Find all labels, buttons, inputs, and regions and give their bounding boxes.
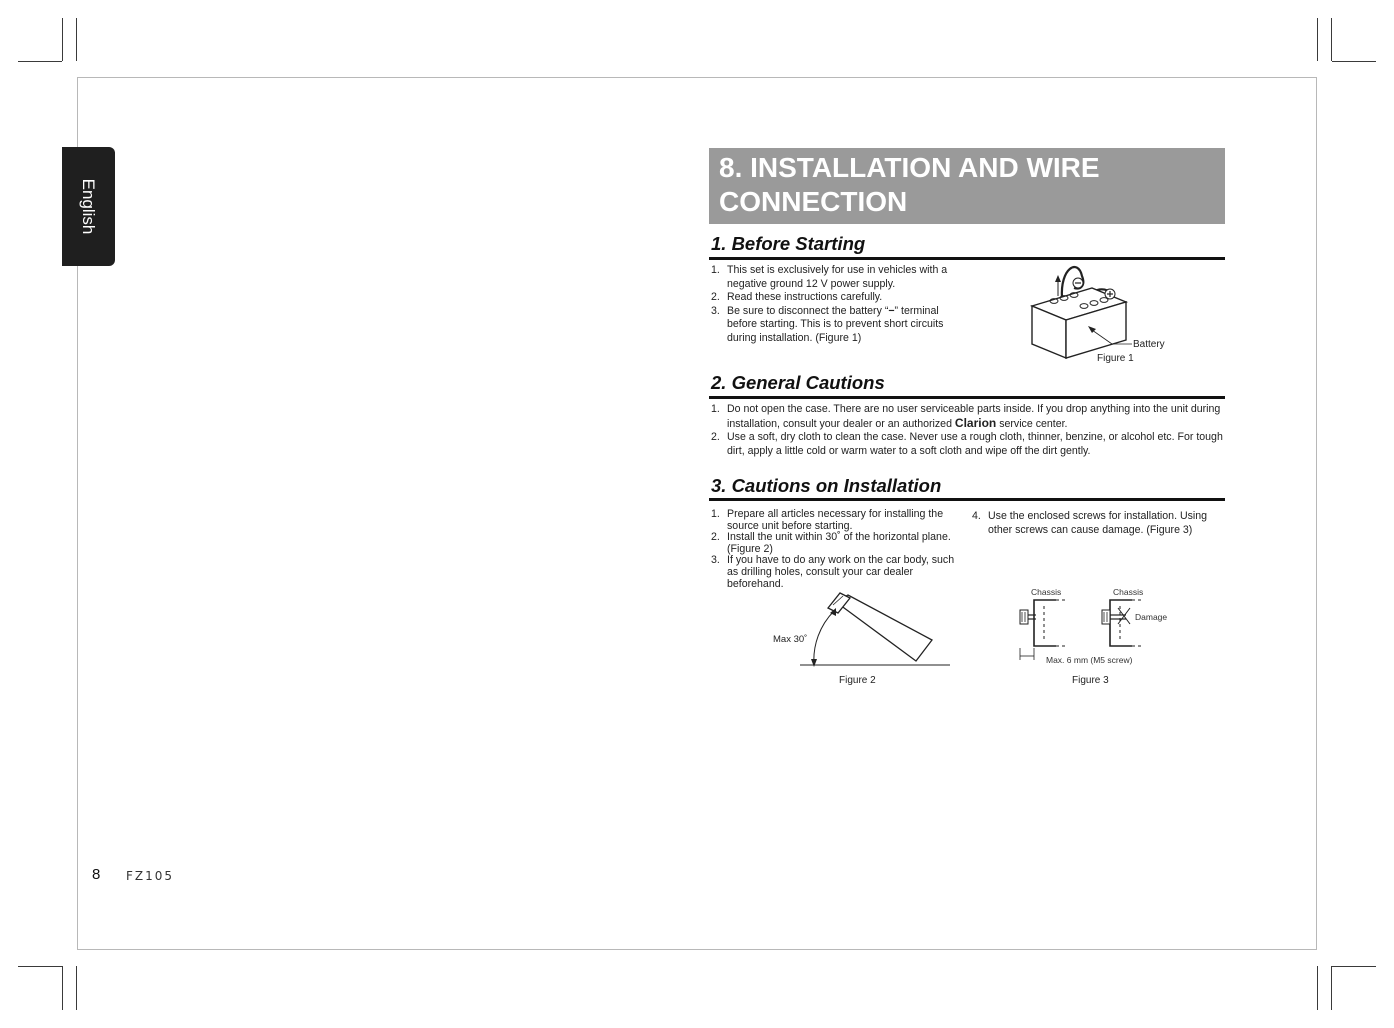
battery-callout: Battery: [1133, 339, 1165, 350]
chassis-label-left: Chassis: [1031, 587, 1062, 597]
max-screw-label: Max. 6 mm (M5 screw): [1046, 655, 1133, 665]
language-tab-label: English: [79, 178, 98, 235]
list-item: 2. Install the unit within 30˚ of the horizontal plane. (Figure 2): [711, 531, 951, 555]
list-item: 1. This set is exclusively for use in vehicles with a negative ground 12 V power supply.: [711, 264, 948, 290]
list-item: 3. Be sure to disconnect the battery “−” terminal before starting. This is to prevent short circuits during installation. (Figure 1): [711, 304, 944, 344]
section-title-before-starting: 1. Before Starting: [711, 233, 866, 254]
installation-list-left: [711, 509, 963, 590]
section-rule: [709, 396, 1225, 399]
list-item: 3. If you have to do any work on the car body, such as drilling holes, consult your car dealer beforehand.: [711, 554, 955, 590]
figure-3-label: Figure 3: [1072, 675, 1109, 686]
page-number: 8: [92, 866, 101, 883]
list-item: 4. Use the enclosed screws for installation. Using other screws can cause damage. (Figure 3): [972, 510, 1208, 536]
language-tab: [62, 147, 115, 266]
tilt-angle-diagram: [800, 585, 960, 675]
before-starting-list: [711, 264, 969, 346]
section-title-general-cautions: 2. General Cautions: [711, 372, 885, 393]
list-item: 2. Read these instructions carefully.: [711, 291, 883, 304]
installation-list-right: [972, 510, 1227, 537]
minus-symbol: −: [888, 304, 895, 317]
chassis-label-right: Chassis: [1113, 587, 1144, 597]
figure-1-label: Figure 1: [1097, 353, 1134, 364]
chapter-title-line2: CONNECTION: [719, 186, 908, 217]
general-cautions-list: [711, 403, 1227, 458]
list-item: 2. Use a soft, dry cloth to clean the case. Never use a rough cloth, thinner, benzine, or alcohol etc. For tough dirt, apply a little cold or warm water to a soft cloth and wipe off the dirt gently.: [711, 431, 1223, 457]
section-title-cautions-installation: 3. Cautions on Installation: [711, 475, 942, 496]
list-item: 1. Prepare all articles necessary for installing the source unit before starting.: [711, 508, 944, 532]
damage-label: Damage: [1135, 612, 1168, 622]
chapter-title-line1: 8. INSTALLATION AND WIRE: [719, 152, 1100, 183]
chapter-title: [709, 148, 1225, 224]
list-item: 1. Do not open the case. There are no user serviceable parts inside. If you drop anything into the unit during installation, consult your dealer or an authorized Clarion service center.: [711, 403, 1221, 430]
max-angle-label: Max 30˚: [773, 634, 808, 645]
model-name: FZ105: [126, 869, 175, 883]
battery-illustration: [1020, 258, 1180, 368]
figure-2-label: Figure 2: [839, 675, 876, 686]
brand-name: Clarion: [954, 415, 997, 430]
section-rule: [709, 498, 1225, 501]
